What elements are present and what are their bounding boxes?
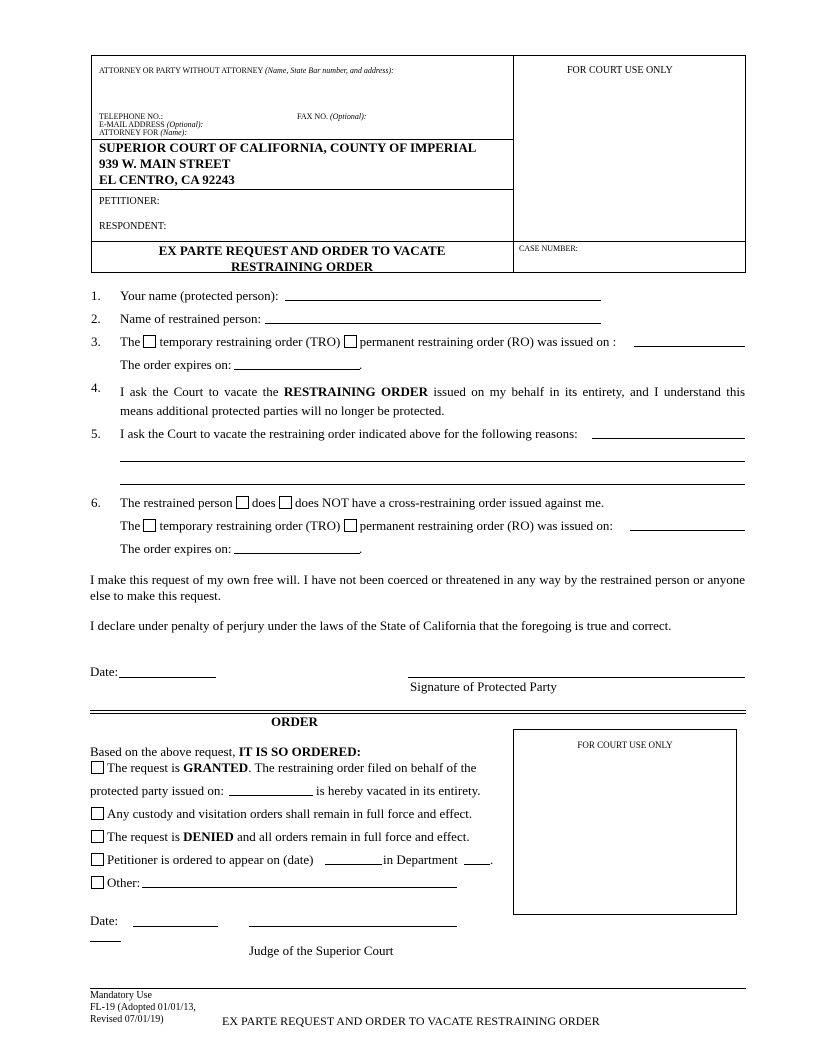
item-4-number: 4. [91,380,101,395]
appear-a: Petitioner is ordered to appear on (date) [107,852,314,867]
declaration-date-label: Date: [90,664,119,679]
order-based-b: IT IS SO ORDERED: [238,744,361,759]
order-other-line [91,875,140,891]
other-checkbox[interactable] [91,876,104,889]
item-5-number: 5. [91,426,101,441]
appear-b: in Department [383,852,458,867]
court-street: 939 W. MAIN STREET [99,156,231,171]
granted-b: GRANTED [183,760,249,775]
item-5-label: I ask the Court to vacate the restraining order indicated above for the following reasons: [120,426,578,441]
item-6-ro-checkbox[interactable] [344,519,357,532]
order-court-use-box [513,729,737,915]
item-6-expires-label: The order expires on: [120,541,232,556]
header-divider-parties [91,189,513,190]
reasons-field-1[interactable] [592,438,745,439]
item-3-the: The [120,334,141,349]
footer-mandatory: Mandatory Use [90,990,152,1001]
custody-checkbox[interactable] [91,807,104,820]
form-title-line1: EX PARTE REQUEST AND ORDER TO VACATE [158,243,446,258]
order-rule-bottom [90,713,746,714]
item-2-label: Name of restrained person: [120,311,262,326]
footer-form-id: FL-19 (Adopted 01/01/13, [90,1002,196,1013]
other-label: Other: [107,875,141,890]
appear-date-field[interactable] [325,864,382,865]
order-date-field[interactable] [133,926,218,927]
order-court-use-label: FOR COURT USE ONLY [577,740,673,750]
item-3-period: . [359,357,363,372]
email-label-text: E-MAIL ADDRESS [99,120,165,129]
order-protected-b: is hereby vacated in its entirety. [316,783,481,798]
item-1-label: Your name (protected person): [120,288,279,303]
item-3-expires-field[interactable] [234,369,360,370]
granted-c: . The restraining order filed on behalf of the [248,760,477,775]
item-6-b: does [251,495,276,510]
order-heading: ORDER [271,714,318,729]
court-city: EL CENTRO, CA 92243 [99,172,235,187]
item-3-issued-date-field[interactable] [634,346,745,347]
item-6-a: The restrained person [120,495,233,510]
granted-a: The request is [107,760,180,775]
item-4-b: RESTRAINING ORDER [283,384,428,399]
signature-field[interactable] [408,677,745,678]
judge-label: Judge of the Superior Court [249,943,394,958]
footer-revised: Revised 07/01/19) [90,1014,164,1025]
form-title-line2: RESTRAINING ORDER [231,259,373,274]
order-denied-line [91,829,470,845]
item-3-ro-label: permanent restraining order (RO) was issued on : [359,334,617,349]
attorney-hint: (Name, State Bar number, and address): [264,66,394,75]
reasons-field-2[interactable] [120,461,745,462]
item-6-issued-date-field[interactable] [630,530,745,531]
item-6-the: The [120,518,141,533]
footer-rule [90,988,746,989]
telephone-label: TELEPHONE NO.: [99,112,163,121]
court-use-label: FOR COURT USE ONLY [567,65,673,76]
item-2-number: 2. [91,311,101,326]
denied-checkbox[interactable] [91,830,104,843]
respondent-label: RESPONDENT: [99,221,167,232]
fax-label-text: FAX NO. [297,112,328,121]
footer-title: EX PARTE REQUEST AND ORDER TO VACATE RESTRAINING ORDER [222,1014,600,1028]
item-6-c: does NOT have a cross-restraining order issued against me. [294,495,605,510]
order-date-label: Date: [90,913,119,928]
order-date-field-extra[interactable] [90,941,121,942]
item-3-ro-checkbox[interactable] [344,335,357,348]
declaration-date-field[interactable] [119,677,216,678]
item-3-number: 3. [91,334,101,349]
appear-checkbox[interactable] [91,853,104,866]
attorney-for-name: (Name): [160,128,187,137]
header-divider-title [91,241,746,242]
item-3-tro-label: temporary restraining order (TRO) [159,334,341,349]
case-number-label: CASE NUMBER: [519,244,578,253]
order-rule-top [90,710,746,711]
order-based-a: Based on the above request, [90,744,236,759]
court-name [99,140,476,188]
item-6-tro-checkbox[interactable] [143,519,156,532]
court-name-line: SUPERIOR COURT OF CALIFORNIA, COUNTY OF IMPERIAL [99,140,477,155]
custody-text: Any custody and visitation orders shall remain in full force and effect. [107,806,473,821]
fax-optional: (Optional): [329,112,367,121]
item-6-expires-field[interactable] [234,553,360,554]
footer-left [90,990,196,1026]
item-6-does-checkbox[interactable] [236,496,249,509]
item-6-row2 [120,518,613,534]
item-6-tro-label: temporary restraining order (TRO) [159,518,341,533]
free-will-statement: I make this request of my own free will. I have not been coerced or threatened in any way by the restrained person or anyone else to make this request. [90,572,745,603]
item-4-d: means additional protected parties will no longer be protected. [120,403,445,418]
order-appear-line [91,852,313,868]
attorney-label [99,66,394,75]
protected-name-field[interactable] [285,300,601,301]
petitioner-label: PETITIONER: [99,196,160,207]
item-6-period: . [359,541,363,556]
item-3-tro-checkbox[interactable] [143,335,156,348]
denied-b: DENIED [183,829,234,844]
item-3-row [120,334,616,350]
granted-checkbox[interactable] [91,761,104,774]
item-4-text [120,380,745,403]
restrained-name-field[interactable] [265,323,601,324]
attorney-for-label [99,128,187,137]
order-based-line [90,744,361,760]
email-optional: (Optional): [166,120,204,129]
item-6-number: 6. [91,495,101,510]
item-6-does-not-checkbox[interactable] [279,496,292,509]
order-granted-line [91,760,476,776]
item-6-row [120,495,604,511]
denied-c: and all orders remain in full force and effect. [237,829,470,844]
item-1-number: 1. [91,288,101,303]
item-3-expires-label: The order expires on: [120,357,232,372]
denied-a: The request is [107,829,180,844]
other-field[interactable] [142,887,457,888]
order-custody-line [91,806,472,822]
department-field[interactable] [464,864,490,865]
attorney-label-text: ATTORNEY OR PARTY WITHOUT ATTORNEY [99,66,263,75]
attorney-for-text: ATTORNEY FOR [99,128,159,137]
form-title [91,243,513,275]
item-4-a: I ask the Court to vacate the [120,384,279,399]
item-4-c: issued on my behalf in its entirety, and I understand this [433,384,746,399]
order-protected-a: protected party issued on: [90,783,224,798]
perjury-statement: I declare under penalty of perjury under the laws of the State of California that the foregoing is true and correct. [90,618,672,633]
signature-label: Signature of Protected Party [410,679,557,694]
order-issued-date-field[interactable] [229,795,313,796]
appear-period: . [490,852,494,867]
item-6-ro-label: permanent restraining order (RO) was issued on: [359,518,614,533]
fax-label [297,112,366,121]
reasons-field-3[interactable] [120,484,745,485]
judge-signature-field[interactable] [249,926,457,927]
